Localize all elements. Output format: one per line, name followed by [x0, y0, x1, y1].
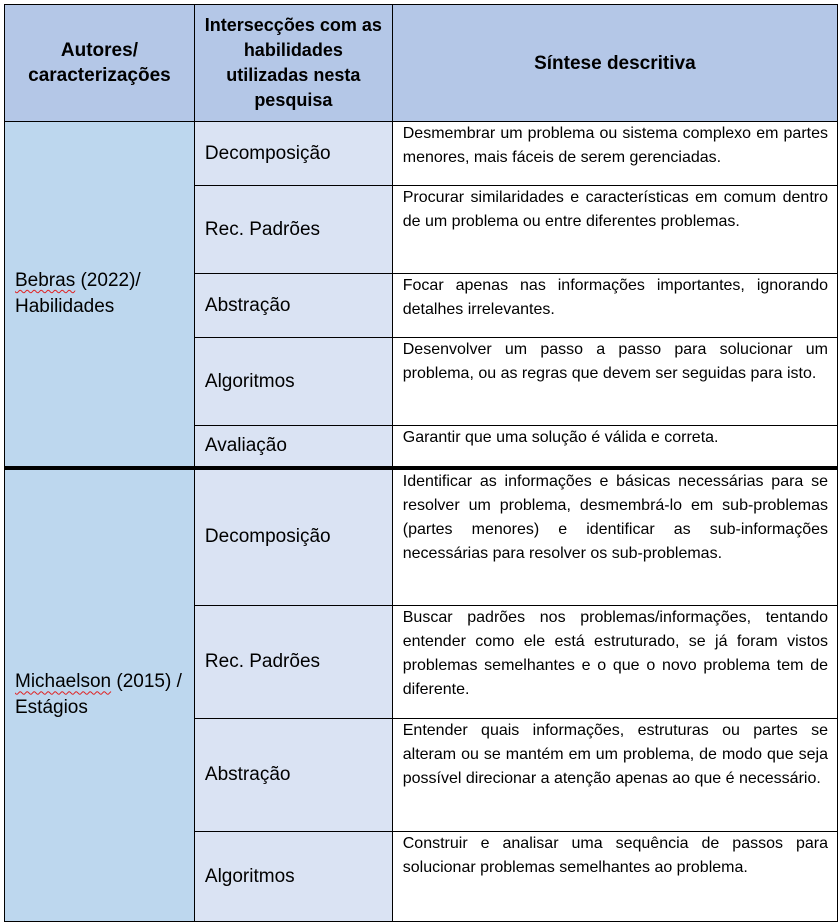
description-text: Procurar similaridades e características em comum dentro de um problema ou entre diferentes problemas.: [402, 189, 828, 230]
description-cell: [392, 338, 837, 426]
author-detail: (2015) / Estágios: [15, 671, 182, 719]
skill-cell: Abstração: [194, 274, 392, 338]
author-name: Michaelson: [15, 671, 112, 693]
description-cell: [392, 426, 837, 468]
table-row: [5, 122, 838, 186]
description-text: Garantir que uma solução é válida e correta.: [402, 429, 719, 446]
header-row: [5, 5, 838, 122]
skill-cell: Algoritmos: [194, 338, 392, 426]
skill-cell: Abstração: [194, 719, 392, 832]
author-name: Bebras: [15, 269, 76, 291]
description-cell: [392, 468, 837, 606]
header-authors: Autores/ caracterizações: [5, 5, 195, 122]
header-intersections: Intersecções com as habilidades utilizadas nesta pesquisa: [194, 5, 392, 122]
description-cell: [392, 274, 837, 338]
skill-cell: Avaliação: [194, 426, 392, 468]
author-bebras: [5, 122, 195, 468]
skill-cell: Algoritmos: [194, 832, 392, 922]
description-text: Focar apenas nas informações importantes, ignorando detalhes irrelevantes.: [402, 277, 828, 318]
author-michaelson: [5, 468, 195, 922]
description-text: Identificar as informações e básicas necessárias para se resolver um problema, desmembrá-lo em sub-problemas (partes menores) e identificar as sub-informações necessárias para resolver os sub-problemas.: [402, 472, 828, 562]
skills-table: [4, 4, 838, 922]
skill-cell: Decomposição: [194, 468, 392, 606]
description-cell: [392, 832, 837, 922]
description-text: Desmembrar um problema ou sistema complexo em partes menores, mais fáceis de serem gerenciadas.: [402, 125, 828, 166]
description-text: Desenvolver um passo a passo para solucionar um problema, ou as regras que devem ser seguidas para isto.: [402, 341, 828, 382]
skill-cell: Rec. Padrões: [194, 606, 392, 719]
description-cell: [392, 122, 837, 186]
description-cell: [392, 719, 837, 832]
skill-cell: Decomposição: [194, 122, 392, 186]
description-cell: [392, 606, 837, 719]
header-synthesis: Síntese descritiva: [392, 5, 837, 122]
table-row: [5, 468, 838, 606]
description-text: Entender quais informações, estruturas ou partes se alteram ou se mantém em um problema, de modo que seja possível direcionar a atenção apenas ao que é necessário.: [402, 722, 828, 787]
description-cell: [392, 186, 837, 274]
description-text: Construir e analisar uma sequência de passos para solucionar problemas semelhantes ao problema.: [402, 835, 828, 876]
author-detail: (2022)/ Habilidades: [15, 269, 141, 317]
description-text: Buscar padrões nos problemas/informações, tentando entender como ele está estruturado, se já foram vistos problemas semelhantes e o que o novo problema tem de diferente.: [402, 609, 828, 698]
skill-cell: Rec. Padrões: [194, 186, 392, 274]
